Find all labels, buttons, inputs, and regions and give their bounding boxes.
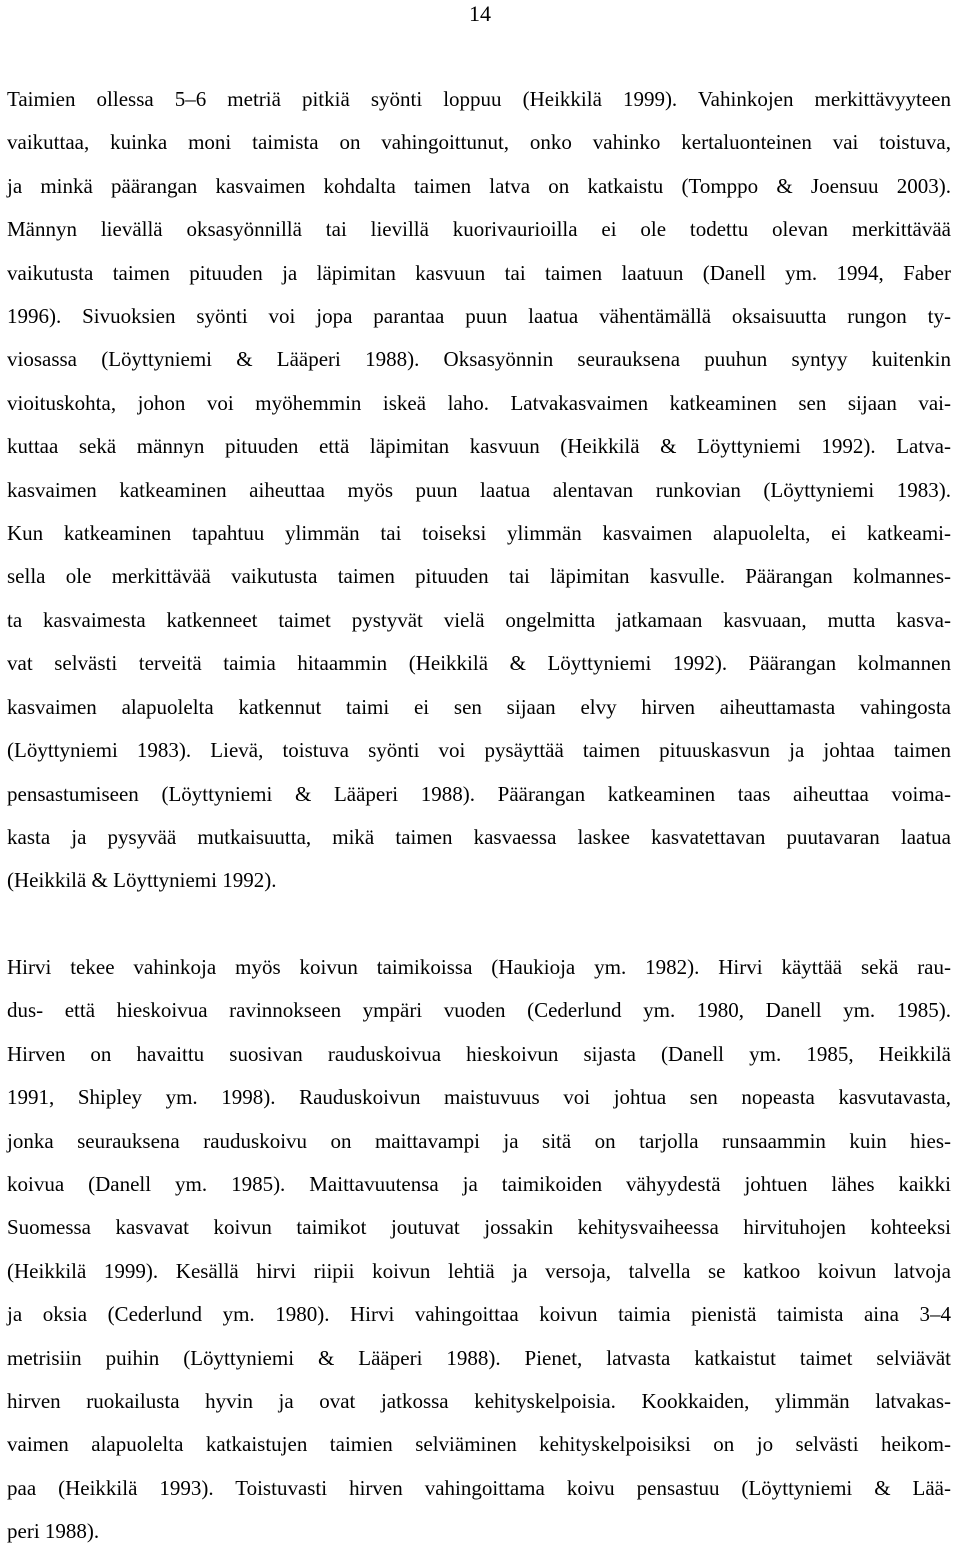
text-line: metrisiin puihin (Löyttyniemi & Lääperi 1988). Pienet, latvasta katkaistut taimet selviävät [7, 1345, 951, 1370]
text-line: vaikutusta taimen pituuden ja läpimitan kasvuun tai taimen laatuun (Danell ym. 1994, Faber [7, 260, 951, 285]
text-line: Hirven on havaittu suosivan rauduskoivua hieskoivun sijasta (Danell ym. 1985, Heikkilä [7, 1041, 951, 1066]
text-line: kuttaa sekä männyn pituuden että läpimitan kasvuun (Heikkilä & Löyttyniemi 1992). Latva- [7, 434, 951, 459]
text-line: sella ole merkittävää vaikutusta taimen pituuden tai läpimitan kasvulle. Päärangan kolmannes- [7, 564, 951, 589]
text-line: (Heikkilä & Löyttyniemi 1992). [7, 868, 277, 893]
text-line: dus- että hieskoivua ravinnokseen ympäri vuoden (Cederlund ym. 1980, Danell ym. 1985). [7, 998, 951, 1023]
text-line: (Heikkilä 1999). Kesällä hirvi riipii koivun lehtiä ja versoja, talvella se katkoo koivun latvoja [7, 1258, 951, 1283]
text-line: hirven ruokailusta hyvin ja ovat jatkossa kehityskelpoisia. Kookkaiden, ylimmän latvakas- [7, 1389, 951, 1414]
text-line: vaikuttaa, kuinka moni taimista on vahingoittunut, onko vahinko kertaluonteinen vai toistuva, [7, 130, 951, 155]
text-line: peri 1988). [7, 1519, 100, 1544]
text-line: pensastumiseen (Löyttyniemi & Lääperi 1988). Päärangan katkeaminen taas aiheuttaa voima- [7, 781, 951, 806]
text-line: Männyn lievällä oksasyönnillä tai lievillä kuorivaurioilla ei ole todettu olevan merkittävää [7, 217, 951, 242]
text-line: 1991, Shipley ym. 1998). Rauduskoivun maistuvuus voi johtua sen nopeasta kasvutavasta, [7, 1085, 951, 1110]
text-line: Taimien ollessa 5–6 metriä pitkiä syönti loppuu (Heikkilä 1999). Vahinkojen merkittävyyteen [7, 87, 951, 111]
paragraph-1 [7, 78, 951, 903]
text-line: koivua (Danell ym. 1985). Maittavuutensa ja taimikoiden vähyydestä johtuen lähes kaikki [7, 1172, 951, 1197]
text-line: 1996). Sivuoksien syönti voi jopa parantaa puun laatua vähentämällä oksaisuutta rungon ty- [7, 304, 951, 329]
text-line: Hirvi tekee vahinkoja myös koivun taimikoissa (Haukioja ym. 1982). Hirvi käyttää sekä rau- [7, 955, 951, 979]
text-line: kasvaimen alapuolelta katkennut taimi ei sen sijaan elvy hirven aiheuttamasta vahingosta [7, 694, 951, 719]
text-line: ta kasvaimesta katkenneet taimet pystyvät vielä ongelmitta jatkamaan kasvuaan, mutta kasva- [7, 607, 951, 632]
text-line: vat selvästi terveitä taimia hitaammin (Heikkilä & Löyttyniemi 1992). Päärangan kolmannen [7, 651, 951, 676]
text-line: Kun katkeaminen tapahtuu ylimmän tai toiseksi ylimmän kasvaimen alapuolelta, ei katkeami- [7, 521, 951, 546]
paragraph-2 [7, 946, 951, 1554]
text-line: viosassa (Löyttyniemi & Lääperi 1988). Oksasyönnin seurauksena puuhun syntyy kuitenkin [7, 347, 951, 372]
text-line: (Löyttyniemi 1983). Lievä, toistuva syönti voi pysäyttää taimen pituuskasvun ja johtaa taimen [7, 738, 951, 763]
text-line: Suomessa kasvavat koivun taimikot joutuvat jossakin kehitysvaiheessa hirvituhojen kohteeksi [7, 1215, 951, 1240]
text-line: vioituskohta, johon voi myöhemmin iskeä laho. Latvakasvaimen katkeaminen sen sijaan vai- [7, 390, 951, 415]
page-number: 14 [469, 1, 491, 26]
text-line: vaimen alapuolelta katkaistujen taimien selviäminen kehityskelpoisiksi on jo selvästi heikom- [7, 1432, 951, 1457]
text-line: jonka seurauksena rauduskoivu on maittavampi ja sitä on tarjolla runsaammin kuin hies- [7, 1128, 951, 1153]
text-line: paa (Heikkilä 1993). Toistuvasti hirven vahingoittama koivu pensastuu (Löyttyniemi & Lää- [7, 1475, 951, 1500]
text-line: ja oksia (Cederlund ym. 1980). Hirvi vahingoittaa koivun taimia pienistä taimista aina 3–4 [7, 1302, 951, 1327]
text-line: ja minkä päärangan kasvaimen kohdalta taimen latva on katkaistu (Tomppo & Joensuu 2003). [7, 173, 951, 198]
text-line: kasta ja pysyvää mutkaisuutta, mikä taimen kasvaessa laskee kasvatettavan puutavaran laatua [7, 824, 951, 849]
text-line: kasvaimen katkeaminen aiheuttaa myös puun laatua alentavan runkovian (Löyttyniemi 1983). [7, 477, 951, 502]
